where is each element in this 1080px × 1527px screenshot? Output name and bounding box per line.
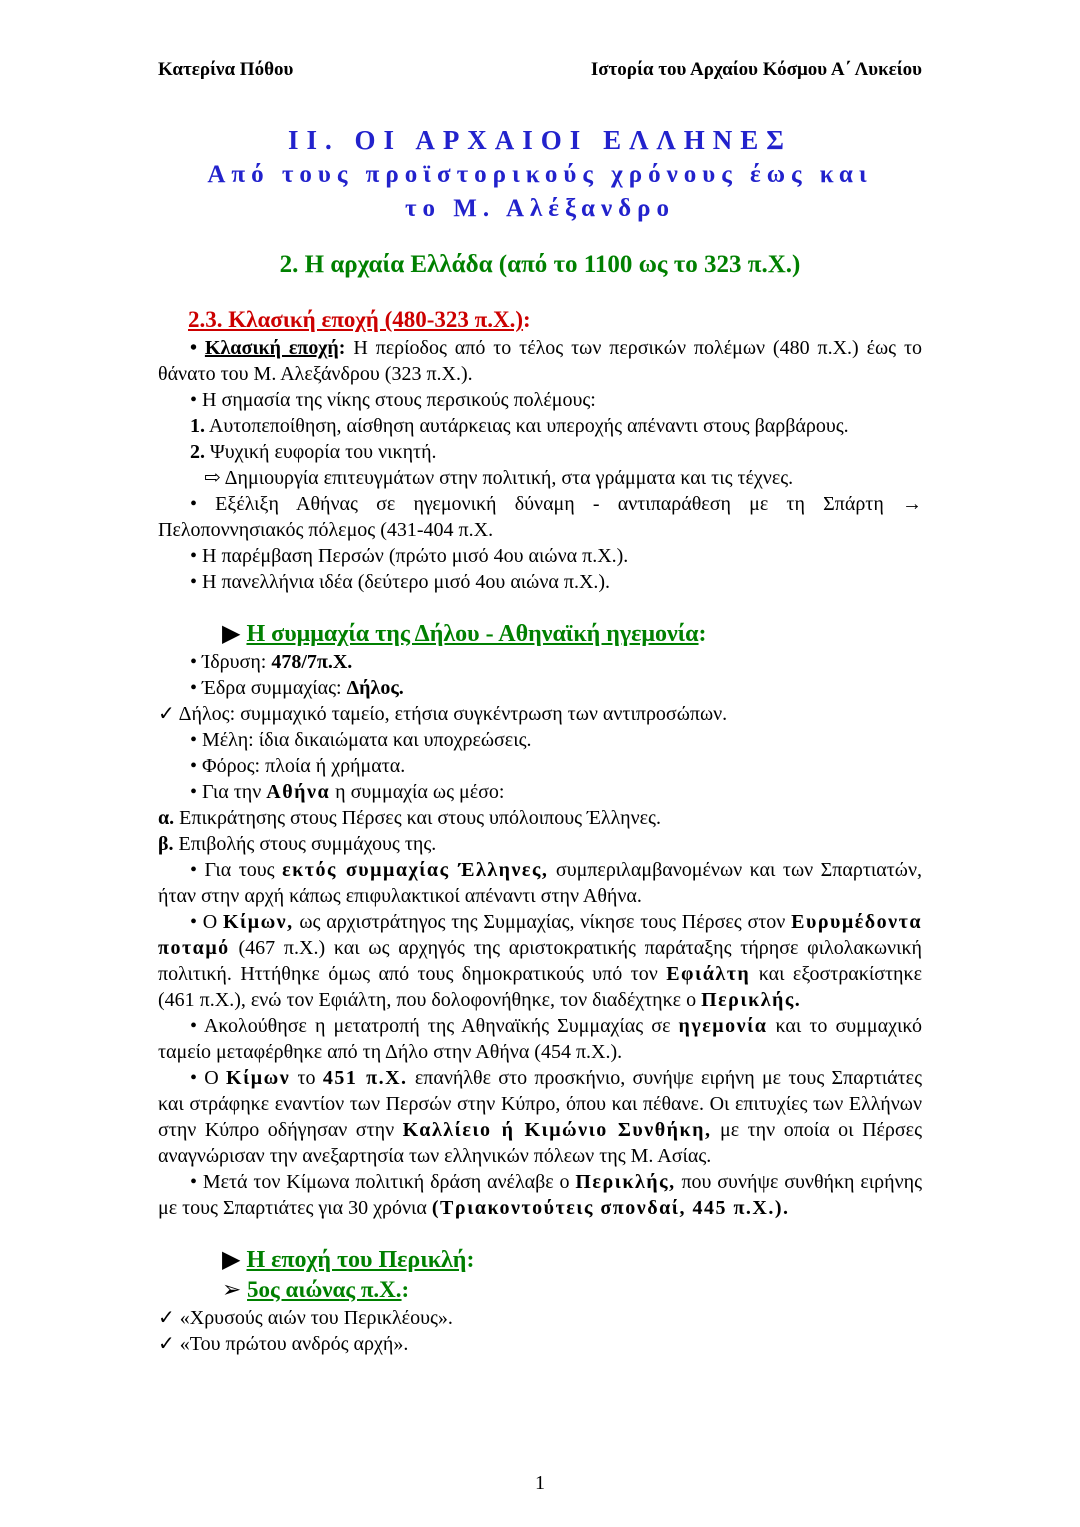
text-segment: που συνήψε συνθήκη ειρήνης με τους Σπαρτιάτες για 30 χρόνια bbox=[158, 1171, 922, 1219]
header-author: Κατερίνα Πόθου bbox=[158, 59, 294, 80]
arrow-dimiourgia-epitevgmaton bbox=[158, 465, 922, 491]
text-segment: : bbox=[698, 621, 707, 647]
text-segment: Δήλος. bbox=[346, 677, 404, 699]
text-segment: α. bbox=[158, 807, 175, 829]
text-segment: • Η σημασία της νίκης στους περσικούς πολέμους: bbox=[190, 389, 596, 411]
text-segment: και εξοστρακίστηκε (461 π.Χ.), ενώ τον Εφιάλτη, που δολοφονήθηκε, τον διαδέχτηκε ο bbox=[158, 963, 922, 1011]
text-segment: 2. bbox=[190, 441, 205, 463]
text-segment: επανήλθε στο προσκήνιο, συνήψε ειρήνη με τους Σπαρτιάτες και στράφηκε εναντίον των Περσών στην Κύπρο, όπου και πέθανε. Οι επιτυχίες των Ελλήνων στην Κύπρο οδήγησαν στην bbox=[158, 1067, 922, 1141]
text-segment: Επιβολής στους συμμάχους της. bbox=[173, 833, 437, 855]
text-segment: • Η πανελλήνια ιδέα (δεύτερο μισό 4ου αιώνα π.Χ.). bbox=[190, 571, 611, 593]
text-segment: ✓ «Χρυσούς αιών του Περικλέους». bbox=[158, 1307, 453, 1329]
text-segment: • Εξέλιξη Αθήνας σε ηγεμονική δύναμη - αντιπαράθεση με τη Σπάρτη bbox=[190, 493, 902, 515]
text-segment: εκτός συμμαχίας Έλληνες, bbox=[282, 859, 549, 881]
heading-epochi-perikli bbox=[222, 1245, 922, 1275]
item-b-epivolis bbox=[158, 831, 922, 857]
bullet-simasia-nikis bbox=[158, 387, 922, 413]
text-segment: → bbox=[902, 493, 922, 515]
text-segment: με την οποία οι Πέρσες αναγνώρισαν την ανεξαρτησία των ελληνικών πόλεων της Μ. Ασίας. bbox=[158, 1119, 923, 1167]
bullet-perikles-spondai bbox=[158, 1169, 922, 1221]
bullet-paremvasi-person bbox=[158, 543, 922, 569]
text-segment: και το συμμαχικό ταμείο μεταφέρθηκε από τη Δήλο στην Αθήνα (454 π.Χ.). bbox=[158, 1015, 922, 1063]
text-segment: Κλασική εποχή bbox=[204, 337, 339, 359]
title-line-1: ΙΙ. ΟΙ ΑΡΧΑΙΟΙ ΕΛΛΗΝΕΣ bbox=[288, 125, 792, 155]
text-segment: • Ακολούθησε η μετατροπή της Αθηναϊκής Συμμαχίας σε bbox=[190, 1015, 679, 1037]
text-segment: • Για τους bbox=[190, 859, 283, 881]
header-course-title: Ιστορία του Αρχαίου Κόσμου Α΄ Λυκείου bbox=[590, 59, 922, 80]
text-segment: • Ο bbox=[190, 1067, 227, 1089]
text-segment: • Έδρα συμμαχίας: bbox=[190, 677, 347, 699]
text-segment: : bbox=[523, 307, 531, 332]
bullet-ektos-symmachias bbox=[158, 857, 922, 909]
def-klasiki-epochi bbox=[158, 335, 922, 387]
title-line-2: Από τους προϊστορικούς χρόνους έως και bbox=[207, 161, 873, 188]
text-segment: : bbox=[338, 337, 346, 359]
text-segment: ▶ bbox=[222, 1247, 247, 1273]
subheading-5os-aionas bbox=[222, 1275, 922, 1305]
text-segment: ✓ Δήλος: συμμαχικό ταμείο, ετήσια συγκέντρωση των αντιπροσώπων. bbox=[158, 703, 728, 725]
text-segment: • Ο bbox=[190, 911, 223, 933]
item-2-psychiki-eyforia bbox=[158, 439, 922, 465]
text-segment: το bbox=[290, 1067, 323, 1089]
bullet-kimon-eurymedon bbox=[158, 909, 922, 1013]
text-segment: 451 π.Χ. bbox=[322, 1067, 408, 1089]
bullet-edra bbox=[158, 675, 922, 701]
bullet-kimon-451 bbox=[158, 1065, 922, 1169]
text-segment: Η εποχή του Περικλή bbox=[246, 1247, 467, 1273]
page-header bbox=[158, 58, 922, 82]
text-segment: η συμμαχία ως μέσο: bbox=[330, 781, 505, 803]
bullet-panellinia-idea bbox=[158, 569, 922, 595]
text-segment: Ευρυμέδοντα ποταμό bbox=[158, 911, 922, 959]
page-number: 1 bbox=[535, 1472, 545, 1494]
text-segment: • Φόρος: πλοία ή χρήματα. bbox=[190, 755, 406, 777]
text-segment: 1. bbox=[190, 415, 205, 437]
text-segment: (Τριακοντούτεις σπονδαί, 445 π.Χ.). bbox=[431, 1197, 790, 1219]
text-segment: : bbox=[401, 1277, 410, 1302]
text-segment: Κίμων bbox=[226, 1067, 291, 1089]
text-segment: 2.3. Κλασική εποχή (480-323 π.Χ.) bbox=[188, 307, 524, 332]
title-line-3: το Μ. Αλέξανδρο bbox=[404, 195, 676, 222]
text-segment: ⇨ Δημιουργία επιτευγμάτων στην πολιτική, στα γράμματα και τις τέχνες. bbox=[204, 467, 794, 489]
text-segment: ▶ bbox=[222, 621, 247, 647]
text-segment: Η περίοδος από το τέλος των περσικών πολέμων (480 π.Χ.) έως το θάνατο του Μ. Αλεξάνδρου (323 π.Χ.). bbox=[158, 337, 922, 385]
text-segment: Επικράτησης στους Πέρσες και στους υπόλοιπους Έλληνες. bbox=[174, 807, 661, 829]
text-segment: Περικλής. bbox=[701, 989, 802, 1011]
text-segment: : bbox=[466, 1247, 475, 1273]
text-segment: Εφιάλτη bbox=[666, 963, 751, 985]
section-heading-2-3 bbox=[188, 305, 922, 335]
text-segment: Αθήνα bbox=[266, 781, 331, 803]
text-segment: 5ος αιώνας π.Χ. bbox=[247, 1277, 402, 1302]
bullet-idrysi bbox=[158, 649, 922, 675]
text-segment: Αυτοπεποίθηση, αίσθηση αυτάρκειας και υπεροχής απέναντι στους βαρβάρους. bbox=[205, 415, 849, 437]
text-segment: Καλλίειο ή Κιμώνιο Συνθήκη, bbox=[402, 1119, 712, 1141]
bullet-gia-tin-athina bbox=[158, 779, 922, 805]
document-title bbox=[158, 122, 922, 226]
item-1-aftopepoithisi bbox=[158, 413, 922, 439]
text-segment: • Ίδρυση: bbox=[190, 651, 272, 673]
check-chrysous-aion bbox=[158, 1305, 922, 1331]
chapter-heading: 2. Η αρχαία Ελλάδα (από το 1100 ως το 323 π.Χ.) bbox=[279, 251, 801, 278]
bullet-exelixi-athinas bbox=[158, 491, 922, 543]
check-dilos bbox=[158, 701, 922, 727]
item-a-epikratisis bbox=[158, 805, 922, 831]
text-segment: Περικλής, bbox=[575, 1171, 676, 1193]
text-segment: ✓ «Του πρώτου ανδρός αρχή». bbox=[158, 1333, 409, 1355]
text-segment: • bbox=[190, 337, 205, 359]
bullet-foros bbox=[158, 753, 922, 779]
text-segment: • Για την bbox=[190, 781, 267, 803]
text-segment: ηγεμονία bbox=[678, 1015, 768, 1037]
text-segment: ως αρχιστράτηγος της Συμμαχίας, νίκησε τους Πέρσες στον bbox=[293, 911, 792, 933]
text-segment: Πελοποννησιακός πόλεμος (431-404 π.Χ. bbox=[158, 519, 494, 541]
text-segment: Ψυχική ευφορία του νικητή. bbox=[205, 441, 437, 463]
text-segment: Κίμων, bbox=[222, 911, 294, 933]
document-content bbox=[158, 305, 922, 1357]
bullet-metatropi-igemonia bbox=[158, 1013, 922, 1065]
text-segment: συμπεριλαμβανομένων και των Σπαρτιατών, ήταν στην αρχή κάπως επιφυλακτικοί απέναντι στην Αθήνα. bbox=[158, 859, 922, 907]
check-tou-protou-andros bbox=[158, 1331, 922, 1357]
text-segment: 478/7π.Χ. bbox=[271, 651, 353, 673]
text-segment: • Μέλη: ίδια δικαιώματα και υποχρεώσεις. bbox=[190, 729, 532, 751]
text-segment: • Η παρέμβαση Περσών (πρώτο μισό 4ου αιώνα π.Χ.). bbox=[190, 545, 629, 567]
text-segment: β. bbox=[158, 833, 174, 855]
bullet-meli bbox=[158, 727, 922, 753]
text-segment: Η συμμαχία της Δήλου - Αθηναϊκή ηγεμονία bbox=[246, 621, 699, 647]
heading-symmachia-dilou bbox=[222, 619, 922, 649]
text-segment: • Μετά τον Κίμωνα πολιτική δράση ανέλαβε ο bbox=[190, 1171, 576, 1193]
text-segment: (467 π.Χ.) και ως αρχηγός της αριστοκρατικής παράταξης τήρησε φιλολακωνική πολιτική. Ηττήθηκε όμως από τους δημοκρατικούς υπό τον bbox=[158, 937, 922, 985]
text-segment: ➢ bbox=[222, 1277, 248, 1302]
